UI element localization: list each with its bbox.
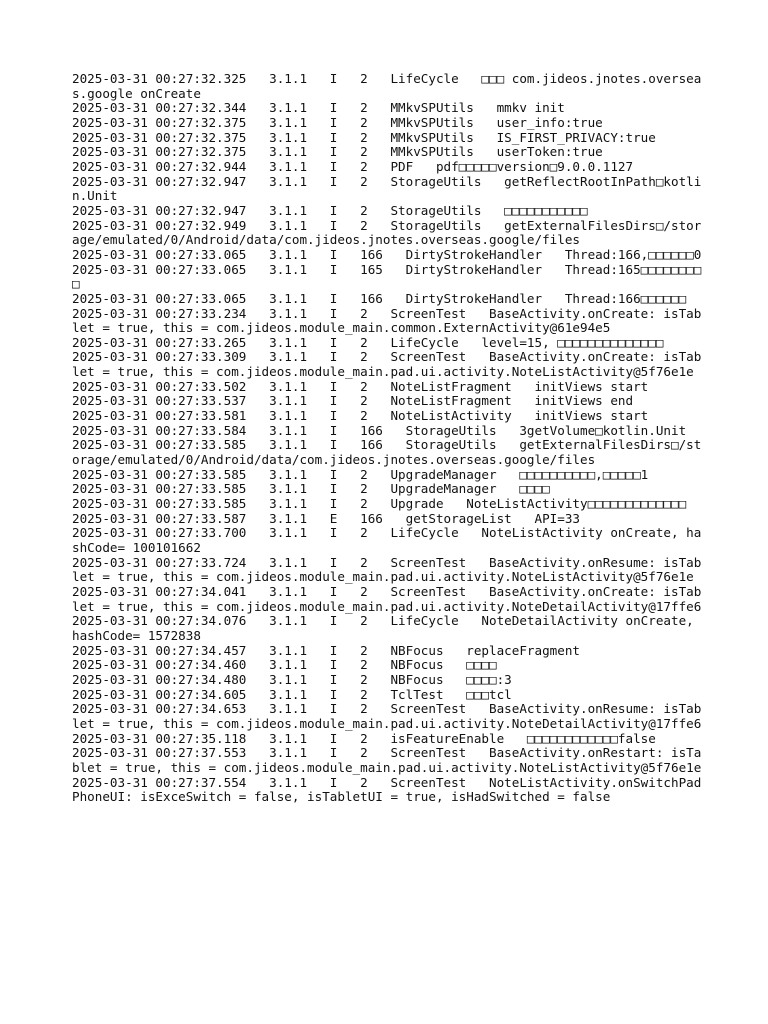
log-line: 2025-03-31 00:27:32.375 3.1.1 I 2 MMkvSPUtils userToken:true xyxy=(72,144,603,160)
log-line: 2025-03-31 00:27:33.724 3.1.1 I 2 ScreenTest BaseActivity.onResume: isTablet = true, this = com.jideos.module_main.pad.ui.activity.NoteListActivity@5f76e1e xyxy=(72,554,702,585)
log-line: 2025-03-31 00:27:32.375 3.1.1 I 2 MMkvSPUtils IS_FIRST_PRIVACY:true xyxy=(72,129,656,145)
log-line: 2025-03-31 00:27:33.700 3.1.1 I 2 LifeCycle NoteListActivity onCreate, hashCode= 100101662 xyxy=(72,525,702,555)
log-line: 2025-03-31 00:27:34.076 3.1.1 I 2 LifeCycle NoteDetailActivity onCreate, hashCode= 1572838 xyxy=(72,613,702,643)
log-line: 2025-03-31 00:27:33.585 3.1.1 I 2 UpgradeManager □□□□□□□□□□,□□□□□1 xyxy=(72,466,649,482)
log-line: 2025-03-31 00:27:34.457 3.1.1 I 2 NBFocus replaceFragment xyxy=(72,642,580,658)
log-line: 2025-03-31 00:27:33.585 3.1.1 I 2 Upgrade NoteListActivity□□□□□□□□□□□□□ xyxy=(72,496,687,512)
log-line: 2025-03-31 00:27:33.234 3.1.1 I 2 ScreenTest BaseActivity.onCreate: isTablet = true, this = com.jideos.module_main.common.ExternActivity@61e94e5 xyxy=(72,305,702,336)
log-line: 2025-03-31 00:27:33.065 3.1.1 I 166 DirtyStrokeHandler Thread:166□□□□□□ xyxy=(72,290,687,306)
log-line: 2025-03-31 00:27:32.944 3.1.1 I 2 PDF pdf□□□□□version□9.0.0.1127 xyxy=(72,158,634,174)
log-line: 2025-03-31 00:27:32.949 3.1.1 I 2 StorageUtils getExternalFilesDirs□/storage/emulated/0/Android/data/com.jideos.jnotes.overseas.google/files xyxy=(72,217,702,248)
log-line: 2025-03-31 00:27:34.460 3.1.1 I 2 NBFocus □□□□ xyxy=(72,657,497,673)
log-line: 2025-03-31 00:27:33.587 3.1.1 E 166 getStorageList API=33 xyxy=(72,510,580,526)
log-line: 2025-03-31 00:27:33.581 3.1.1 I 2 NoteListActivity initViews start xyxy=(72,408,649,424)
log-line: 2025-03-31 00:27:37.554 3.1.1 I 2 ScreenTest NoteListActivity.onSwitchPadPhoneUI: isExceSwitch = false, isTabletUI = true, isHadSwitched = false xyxy=(72,774,702,805)
log-line: 2025-03-31 00:27:35.118 3.1.1 I 2 isFeatureEnable □□□□□□□□□□□□false xyxy=(72,730,656,746)
log-line: 2025-03-31 00:27:34.041 3.1.1 I 2 ScreenTest BaseActivity.onCreate: isTablet = true, this = com.jideos.module_main.pad.ui.activity.NoteDetailActivity@17ffe6 xyxy=(72,583,702,614)
log-line: 2025-03-31 00:27:33.065 3.1.1 I 166 DirtyStrokeHandler Thread:166,□□□□□□0 xyxy=(72,246,702,262)
log-line: 2025-03-31 00:27:32.325 3.1.1 I 2 LifeCycle □□□ com.jideos.jnotes.overseas.google onCreate xyxy=(72,71,702,101)
log-line: 2025-03-31 00:27:33.309 3.1.1 I 2 ScreenTest BaseActivity.onCreate: isTablet = true, this = com.jideos.module_main.pad.ui.activity.NoteListActivity@5f76e1e xyxy=(72,349,702,380)
log-line: 2025-03-31 00:27:33.585 3.1.1 I 166 StorageUtils getExternalFilesDirs□/storage/emulated/0/Android/data/com.jideos.jnotes.overseas.google/files xyxy=(72,437,702,468)
log-line: 2025-03-31 00:27:34.605 3.1.1 I 2 TclTest □□□tcl xyxy=(72,686,512,702)
log-line: 2025-03-31 00:27:32.947 3.1.1 I 2 StorageUtils getReflectRootInPath□kotlin.Unit xyxy=(72,173,702,204)
log-line: 2025-03-31 00:27:33.584 3.1.1 I 166 StorageUtils 3getVolume□kotlin.Unit xyxy=(72,422,687,438)
log-line: 2025-03-31 00:27:34.480 3.1.1 I 2 NBFocus □□□□:3 xyxy=(72,671,512,687)
log-line: 2025-03-31 00:27:32.947 3.1.1 I 2 StorageUtils □□□□□□□□□□□ xyxy=(72,202,588,218)
log-line: 2025-03-31 00:27:33.502 3.1.1 I 2 NoteListFragment initViews start xyxy=(72,378,649,394)
log-line: 2025-03-31 00:27:32.344 3.1.1 I 2 MMkvSPUtils mmkv init xyxy=(72,100,565,116)
log-line: 2025-03-31 00:27:33.265 3.1.1 I 2 LifeCycle level=15, □□□□□□□□□□□□□□ xyxy=(72,334,664,350)
log-line: 2025-03-31 00:27:37.553 3.1.1 I 2 ScreenTest BaseActivity.onRestart: isTablet = true, this = com.jideos.module_main.pad.ui.activity.NoteListActivity@5f76e1e xyxy=(72,745,702,775)
log-line: 2025-03-31 00:27:33.065 3.1.1 I 165 DirtyStrokeHandler Thread:165□□□□□□□□□ xyxy=(72,261,702,292)
log-line: 2025-03-31 00:27:33.537 3.1.1 I 2 NoteListFragment initViews end xyxy=(72,393,634,409)
log-document xyxy=(72,72,702,805)
log-line: 2025-03-31 00:27:33.585 3.1.1 I 2 UpgradeManager □□□□ xyxy=(72,481,550,497)
log-line: 2025-03-31 00:27:34.653 3.1.1 I 2 ScreenTest BaseActivity.onResume: isTablet = true, this = com.jideos.module_main.pad.ui.activity.NoteDetailActivity@17ffe6 xyxy=(72,701,702,731)
log-line: 2025-03-31 00:27:32.375 3.1.1 I 2 MMkvSPUtils user_info:true xyxy=(72,114,603,130)
